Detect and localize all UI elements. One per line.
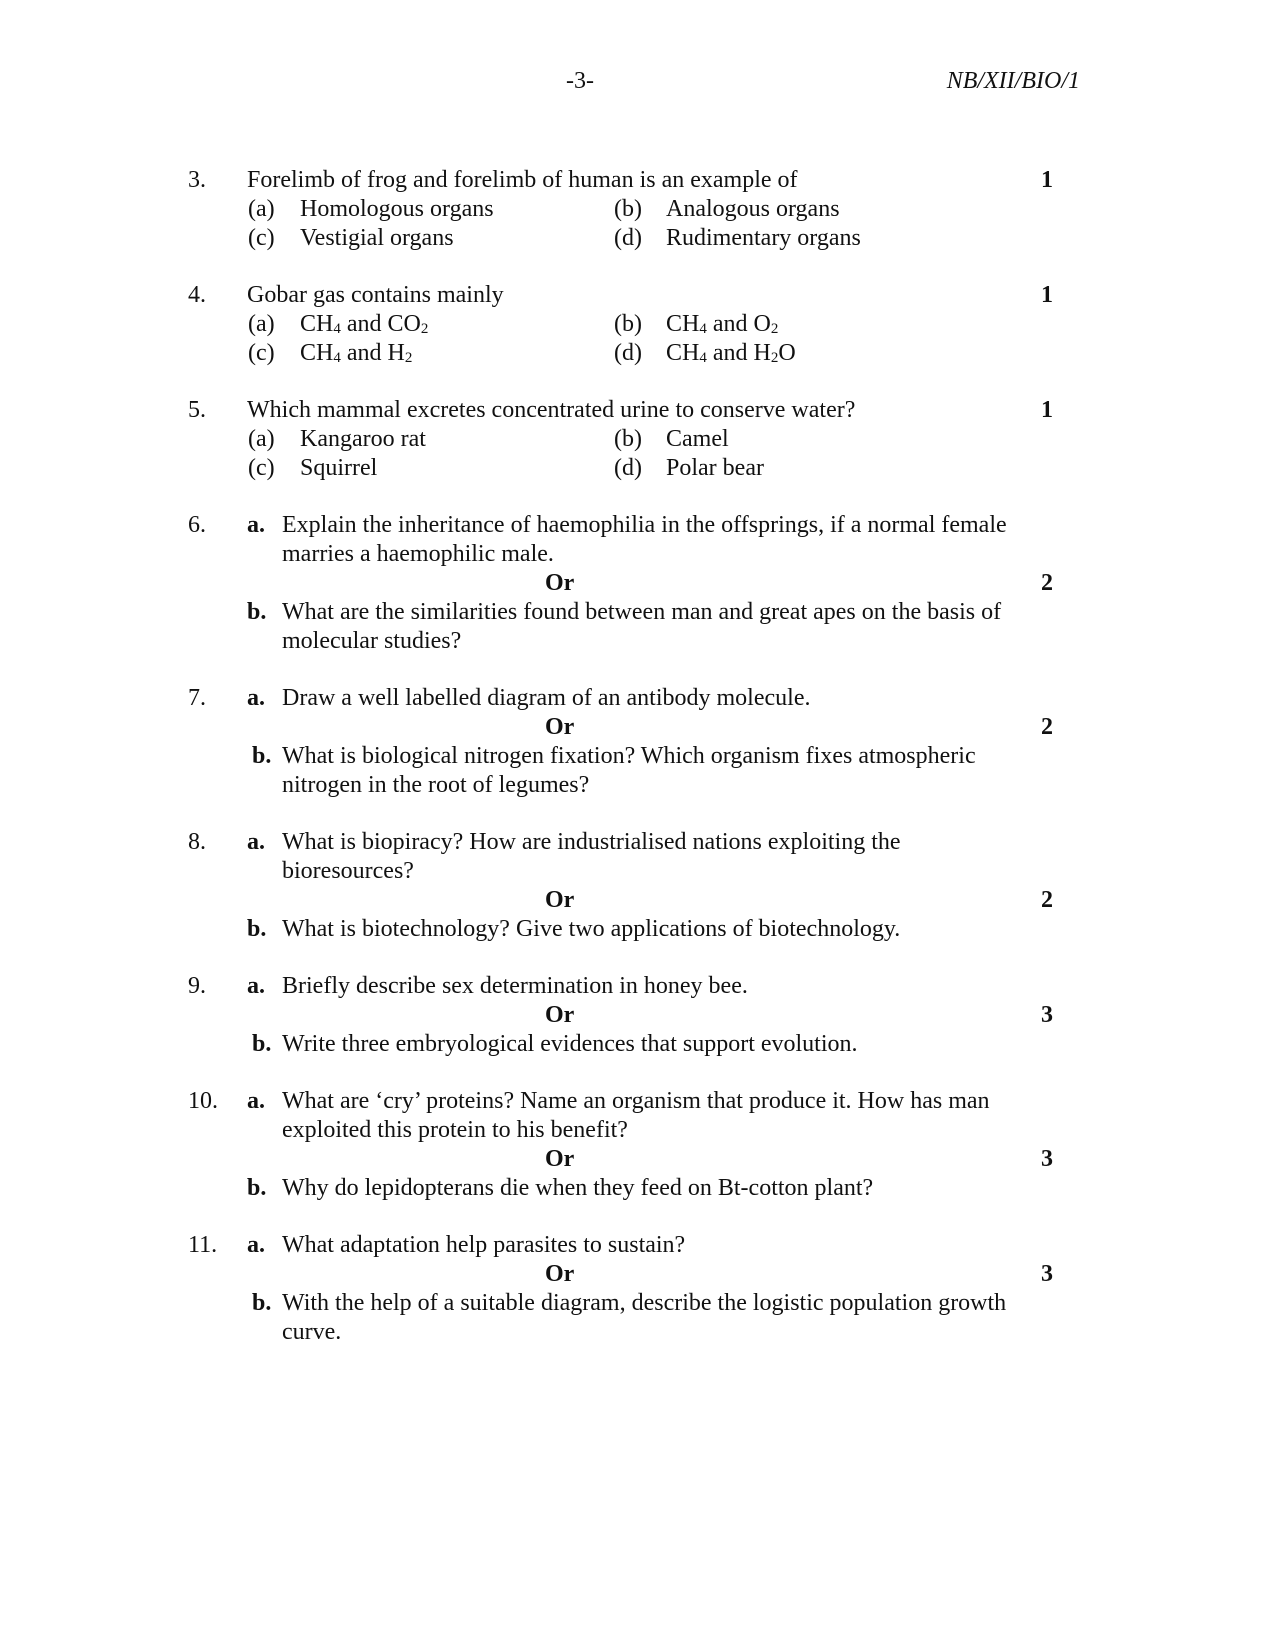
part-a-text: What adaptation help parasites to sustain? <box>282 1232 686 1258</box>
question-text: Which mammal excretes concentrated urine to conserve water? <box>247 397 856 423</box>
or-separator: Or <box>545 1002 575 1028</box>
part-b-text-cont: curve. <box>282 1319 342 1345</box>
question-number: 11. <box>188 1232 218 1258</box>
part-b-text: With the help of a suitable diagram, describe the logistic population growth <box>282 1290 1007 1316</box>
question-marks: 2 <box>1041 570 1053 596</box>
question-number: 3. <box>188 167 206 193</box>
part-a-text: Explain the inheritance of haemophilia in the offsprings, if a normal female <box>282 512 1007 538</box>
part-b-label: b. <box>247 916 267 942</box>
option-c: (c) Vestigial organs <box>248 225 454 251</box>
option-a: (a) $CH_4$ and $CO_2$ <box>248 311 429 337</box>
question-marks: 2 <box>1041 714 1053 740</box>
question-marks: 3 <box>1041 1261 1053 1287</box>
question-9 <box>0 972 1275 1059</box>
question-7 <box>0 684 1275 800</box>
part-a-text: Draw a well labelled diagram of an antibody molecule. <box>282 685 811 711</box>
part-a-label: a. <box>247 1088 265 1114</box>
part-a-text-cont: marries a haemophilic male. <box>282 541 554 567</box>
question-marks: 1 <box>1041 397 1053 423</box>
part-a-text: What are ‘cry’ proteins? Name an organism that produce it. How has man <box>282 1088 990 1114</box>
question-6 <box>0 511 1275 656</box>
part-b-text: What is biological nitrogen fixation? Which organism fixes atmospheric <box>282 743 976 769</box>
question-list <box>0 166 1275 1375</box>
option-b: (b) Camel <box>614 426 729 452</box>
option-b: (b) Analogous organs <box>614 196 840 222</box>
or-separator: Or <box>545 714 575 740</box>
part-b-label: b. <box>252 743 272 769</box>
part-b-label: b. <box>247 1175 267 1201</box>
page-number: -3- <box>566 68 594 94</box>
part-b-label: b. <box>252 1290 272 1316</box>
option-d: (d) Rudimentary organs <box>614 225 861 251</box>
option-d: (d) $CH_4$ and $H_2O$ <box>614 340 796 366</box>
question-number: 9. <box>188 973 206 999</box>
option-c: (c) Squirrel <box>248 455 378 481</box>
question-marks: 3 <box>1041 1002 1053 1028</box>
part-a-label: a. <box>247 973 265 999</box>
part-a-label: a. <box>247 829 265 855</box>
or-separator: Or <box>545 1146 575 1172</box>
question-4 <box>0 281 1275 368</box>
part-a-text-cont: bioresources? <box>282 858 414 884</box>
question-8 <box>0 828 1275 944</box>
question-text: Gobar gas contains mainly <box>247 282 504 308</box>
part-a-label: a. <box>247 685 265 711</box>
question-marks: 1 <box>1041 167 1053 193</box>
option-d: (d) Polar bear <box>614 455 764 481</box>
part-a-text: Briefly describe sex determination in honey bee. <box>282 973 748 999</box>
part-b-text: Why do lepidopterans die when they feed on Bt-cotton plant? <box>282 1175 874 1201</box>
option-a: (a) Kangaroo rat <box>248 426 426 452</box>
question-marks: 1 <box>1041 282 1053 308</box>
question-number: 10. <box>188 1088 218 1114</box>
question-10 <box>0 1087 1275 1203</box>
question-11 <box>0 1231 1275 1347</box>
part-b-text: What is biotechnology? Give two applications of biotechnology. <box>282 916 901 942</box>
question-number: 4. <box>188 282 206 308</box>
question-5 <box>0 396 1275 483</box>
part-a-text: What is biopiracy? How are industrialised nations exploiting the <box>282 829 901 855</box>
or-separator: Or <box>545 887 575 913</box>
question-text: Forelimb of frog and forelimb of human is an example of <box>247 167 798 193</box>
part-a-label: a. <box>247 1232 265 1258</box>
part-b-text: What are the similarities found between man and great apes on the basis of <box>282 599 1002 625</box>
part-a-text-cont: exploited this protein to his benefit? <box>282 1117 628 1143</box>
question-number: 6. <box>188 512 206 538</box>
question-number: 7. <box>188 685 206 711</box>
question-marks: 3 <box>1041 1146 1053 1172</box>
or-separator: Or <box>545 570 575 596</box>
or-separator: Or <box>545 1261 575 1287</box>
paper-code: NB/XII/BIO/1 <box>946 68 1080 94</box>
option-c: (c) $CH_4$ and $H_2$ <box>248 340 413 366</box>
part-a-label: a. <box>247 512 265 538</box>
part-b-text-cont: nitrogen in the root of legumes? <box>282 772 590 798</box>
question-number: 5. <box>188 397 206 423</box>
question-number: 8. <box>188 829 206 855</box>
option-b: (b) $CH_4$ and $O_2$ <box>614 311 779 337</box>
part-b-label: b. <box>247 599 267 625</box>
question-marks: 2 <box>1041 887 1053 913</box>
part-b-text-cont: molecular studies? <box>282 628 462 654</box>
option-a: (a) Homologous organs <box>248 196 494 222</box>
part-b-text: Write three embryological evidences that support evolution. <box>282 1031 858 1057</box>
part-b-label: b. <box>252 1031 272 1057</box>
question-3 <box>0 166 1275 253</box>
